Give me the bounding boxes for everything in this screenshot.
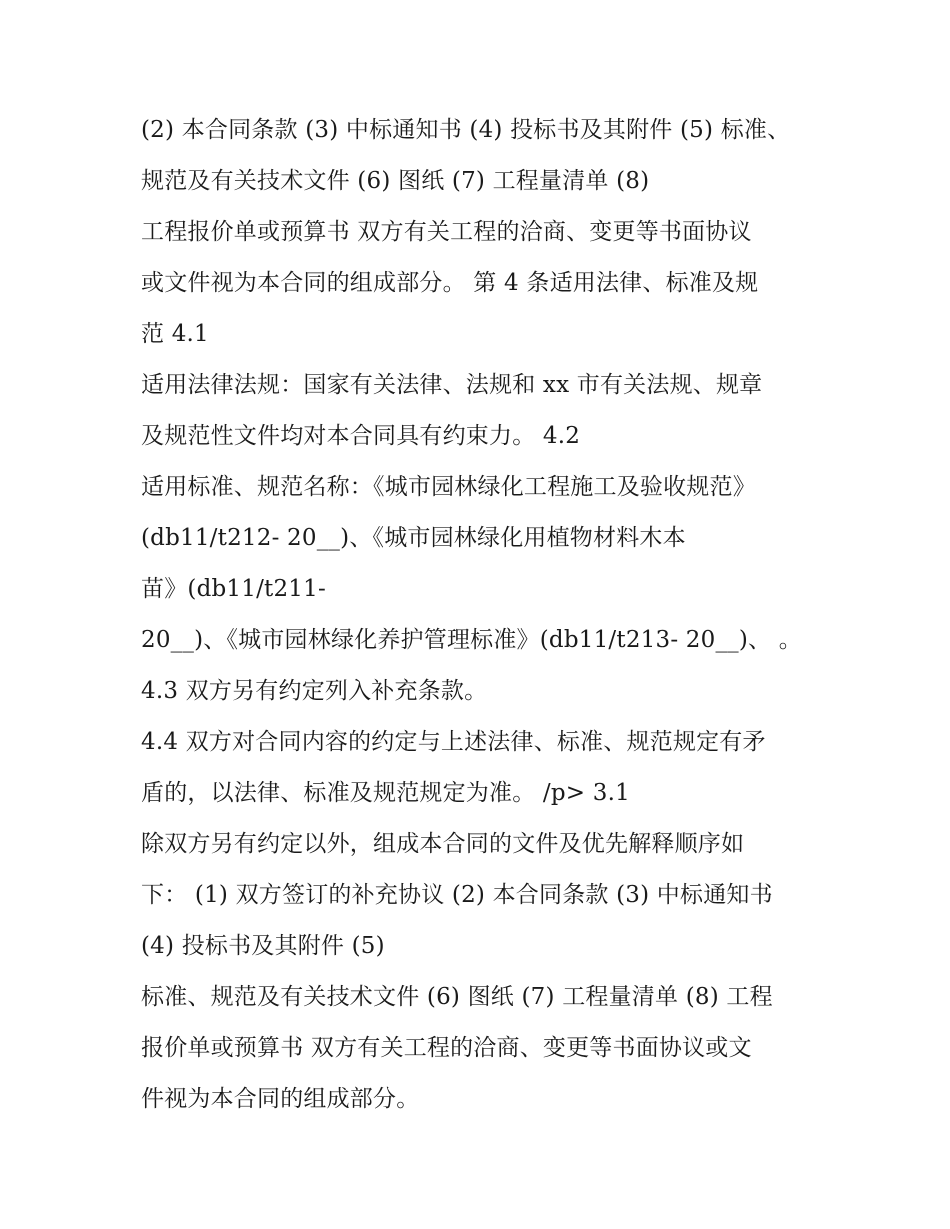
text-line: 除双方另有约定以外，组成本合同的文件及优先解释顺序如	[141, 831, 745, 857]
text-line: 4.4 双方对合同内容的约定与上述法律、标准、规范规定有矛	[141, 729, 766, 755]
text-line: 苗》(db11/t211-	[141, 576, 326, 602]
text-line: 20__)、《城市园林绿化养护管理标准》(db11/t213- 20__)、 。	[141, 627, 802, 653]
text-line: 适用法律法规：国家有关法律、法规和 xx 市有关法规、规章	[141, 372, 763, 398]
text-line: 工程报价单或预算书 双方有关工程的洽商、变更等书面协议	[141, 219, 752, 245]
text-line: 下： (1) 双方签订的补充协议 (2) 本合同条款 (3) 中标通知书	[141, 882, 773, 908]
text-line: (4) 投标书及其附件 (5)	[141, 933, 385, 959]
text-line: (db11/t212- 20__)、《城市园林绿化用植物材料木本	[141, 525, 686, 551]
document-body	[141, 105, 821, 1125]
text-line: 规范及有关技术文件 (6) 图纸 (7) 工程量清单 (8)	[141, 168, 650, 194]
text-line: 适用标准、规范名称：《城市园林绿化工程施工及验收规范》	[141, 474, 756, 500]
text-line: 4.3 双方另有约定列入补充条款。	[141, 678, 488, 704]
text-line: (2) 本合同条款 (3) 中标通知书 (4) 投标书及其附件 (5) 标准、	[141, 117, 791, 143]
text-line: 范 4.1	[141, 321, 209, 347]
text-line: 件视为本合同的组成部分。	[141, 1086, 420, 1112]
text-line: 盾的，以法律、标准及规范规定为准。 /p> 3.1	[141, 780, 630, 806]
text-line: 标准、规范及有关技术文件 (6) 图纸 (7) 工程量清单 (8) 工程	[141, 984, 773, 1010]
text-line: 或文件视为本合同的组成部分。 第 4 条适用法律、标准及规	[141, 270, 759, 296]
text-line: 报价单或预算书 双方有关工程的洽商、变更等书面协议或文	[141, 1035, 752, 1061]
text-line: 及规范性文件均对本合同具有约束力。 4.2	[141, 423, 581, 449]
